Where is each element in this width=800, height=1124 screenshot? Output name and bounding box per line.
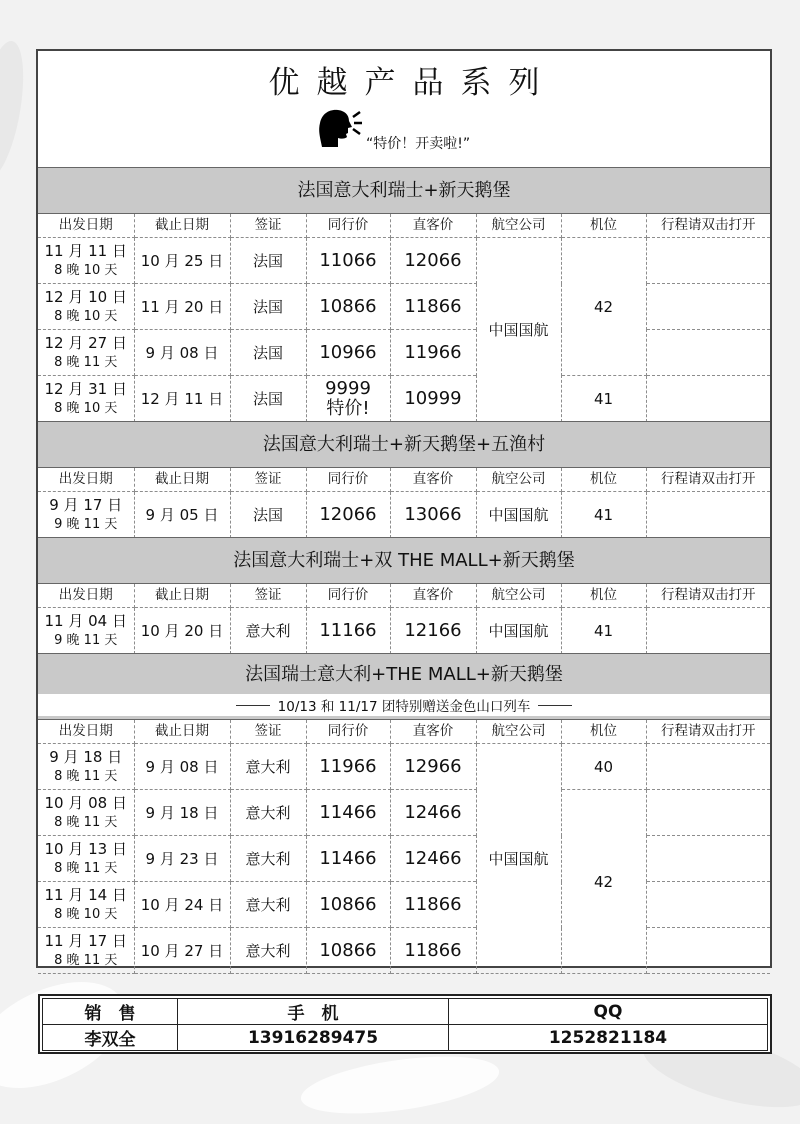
header-peer-price: 同行价 [306,584,390,608]
visa: 法国 [230,238,306,284]
table-row [38,284,770,330]
header-departure: 出发日期 [38,584,134,608]
peer-price: 11166 [306,608,390,654]
visa: 意大利 [230,608,306,654]
deadline-date: 10 月 24 日 [134,882,230,928]
departure-date: 9 月 18 日 8 晚 11 天 [38,744,134,790]
itinerary-link[interactable] [646,608,770,654]
section-table [38,537,770,654]
table-row [38,608,770,654]
itinerary-link[interactable] [646,882,770,928]
departure-date: 11 月 14 日 8 晚 10 天 [38,882,134,928]
visa: 意大利 [230,790,306,836]
departure-date: 11 月 17 日 8 晚 11 天 [38,928,134,974]
peer-price: 11466 [306,836,390,882]
deadline-date: 10 月 20 日 [134,608,230,654]
visa: 法国 [230,284,306,330]
direct-price: 13066 [390,492,476,538]
speaking-head-icon [316,107,364,151]
header-visa: 签证 [230,214,306,238]
itinerary-link[interactable] [646,492,770,538]
direct-price: 11866 [390,928,476,974]
departure-date: 11 月 11 日 8 晚 10 天 [38,238,134,284]
deadline-date: 9 月 05 日 [134,492,230,538]
section-title: 法国意大利瑞士+新天鹅堡+五渔村 [38,422,770,468]
header-airline: 航空公司 [476,720,561,744]
table-row [38,330,770,376]
section-title-text: 法国瑞士意大利+THE MALL+新天鹅堡 [245,664,563,685]
deadline-date: 9 月 08 日 [134,330,230,376]
header-itinerary: 行程请双击打开 [646,584,770,608]
background-petal [297,1046,502,1123]
section-table [38,421,770,538]
deadline-date: 10 月 25 日 [134,238,230,284]
seats: 41 [561,376,646,422]
header-airline: 航空公司 [476,468,561,492]
peer-price: 10866 [306,284,390,330]
header-deadline: 截止日期 [134,214,230,238]
header-departure: 出发日期 [38,468,134,492]
departure-date: 10 月 08 日 8 晚 11 天 [38,790,134,836]
table-row [38,238,770,284]
airline: 中国国航 [476,238,561,422]
visa: 意大利 [230,744,306,790]
section-table [38,167,770,422]
divider [538,705,572,706]
visa: 意大利 [230,882,306,928]
header-itinerary: 行程请双击打开 [646,214,770,238]
header-peer-price: 同行价 [306,214,390,238]
itinerary-link[interactable] [646,238,770,284]
section-subtitle [38,694,770,716]
table-row [38,836,770,882]
direct-price: 11866 [390,882,476,928]
header-deadline: 截止日期 [134,584,230,608]
table-row [38,376,770,422]
header-seats: 机位 [561,214,646,238]
mobile-number[interactable]: 13916289475 [178,1025,449,1051]
header-peer-price: 同行价 [306,720,390,744]
header-seats: 机位 [561,468,646,492]
peer-price: 10966 [306,330,390,376]
promo-note: 10/13 和 11/17 团特别赠送金色山口列车 [277,699,531,715]
header-mobile: 手 机 [178,999,449,1025]
header-seats: 机位 [561,584,646,608]
header-deadline: 截止日期 [134,720,230,744]
itinerary-link[interactable] [646,284,770,330]
departure-date: 12 月 27 日 8 晚 11 天 [38,330,134,376]
seats: 42 [561,790,646,974]
table-row [38,790,770,836]
peer-price: 12066 [306,492,390,538]
direct-price: 11866 [390,284,476,330]
direct-price: 12166 [390,608,476,654]
header-visa: 签证 [230,720,306,744]
deadline-date: 9 月 08 日 [134,744,230,790]
product-sheet [36,49,772,968]
peer-price: 11066 [306,238,390,284]
airline: 中国国航 [476,744,561,974]
table-row [38,492,770,538]
deadline-date: 12 月 11 日 [134,376,230,422]
deadline-date: 10 月 27 日 [134,928,230,974]
departure-date: 12 月 31 日 8 晚 10 天 [38,376,134,422]
departure-date: 10 月 13 日 8 晚 11 天 [38,836,134,882]
section-title: 法国意大利瑞士+新天鹅堡 [38,168,770,214]
deadline-date: 9 月 23 日 [134,836,230,882]
column-header-row [38,720,770,744]
header-departure: 出发日期 [38,720,134,744]
visa: 法国 [230,330,306,376]
itinerary-link[interactable] [646,376,770,422]
table-row [38,928,770,974]
sales-name: 李双全 [43,1025,178,1051]
header-direct-price: 直客价 [390,720,476,744]
special-price-note: 特价! [326,397,370,419]
direct-price: 12066 [390,238,476,284]
slogan: “特价！开卖啦!” [366,136,471,152]
header-airline: 航空公司 [476,584,561,608]
itinerary-link[interactable] [646,790,770,836]
seats: 42 [561,238,646,376]
deadline-date: 11 月 20 日 [134,284,230,330]
deadline-date: 9 月 18 日 [134,790,230,836]
itinerary-link[interactable] [646,928,770,974]
visa: 意大利 [230,928,306,974]
direct-price: 12466 [390,790,476,836]
direct-price: 10999 [390,376,476,422]
header-departure: 出发日期 [38,214,134,238]
direct-price: 11966 [390,330,476,376]
header-visa: 签证 [230,468,306,492]
header-seats: 机位 [561,720,646,744]
header-sales: 销 售 [43,999,178,1025]
header-direct-price: 直客价 [390,584,476,608]
table-row [38,744,770,790]
header-itinerary: 行程请双击打开 [646,468,770,492]
itinerary-link[interactable] [646,744,770,790]
departure-date: 9 月 17 日 9 晚 11 天 [38,492,134,538]
departure-date: 11 月 04 日 9 晚 11 天 [38,608,134,654]
header-itinerary: 行程请双击打开 [646,720,770,744]
direct-price: 12966 [390,744,476,790]
seats: 41 [561,492,646,538]
header-visa: 签证 [230,584,306,608]
header-peer-price: 同行价 [306,468,390,492]
peer-price: 9999 特价! [306,376,390,422]
peer-price: 10866 [306,882,390,928]
divider [236,705,270,706]
direct-price: 12466 [390,836,476,882]
header-deadline: 截止日期 [134,468,230,492]
airline: 中国国航 [476,608,561,654]
background-petal [0,38,32,183]
seats: 40 [561,744,646,790]
itinerary-link[interactable] [646,330,770,376]
itinerary-link[interactable] [646,836,770,882]
visa: 意大利 [230,836,306,882]
peer-price: 11466 [306,790,390,836]
contact-table [38,994,772,1054]
peer-price: 10866 [306,928,390,974]
column-header-row [38,214,770,238]
table-row [38,882,770,928]
seats: 41 [561,608,646,654]
section-title: 法国意大利瑞士+双 THE MALL+新天鹅堡 [38,538,770,584]
header-direct-price: 直客价 [390,468,476,492]
column-header-row [38,468,770,492]
departure-date: 12 月 10 日 8 晚 10 天 [38,284,134,330]
peer-price: 11966 [306,744,390,790]
visa: 法国 [230,492,306,538]
qq-number[interactable]: 1252821184 [449,1025,768,1051]
header-qq: QQ [449,999,768,1025]
visa: 法国 [230,376,306,422]
airline: 中国国航 [476,492,561,538]
page-title: 优越产品系列 [268,65,557,101]
header-airline: 航空公司 [476,214,561,238]
column-header-row [38,584,770,608]
header-direct-price: 直客价 [390,214,476,238]
